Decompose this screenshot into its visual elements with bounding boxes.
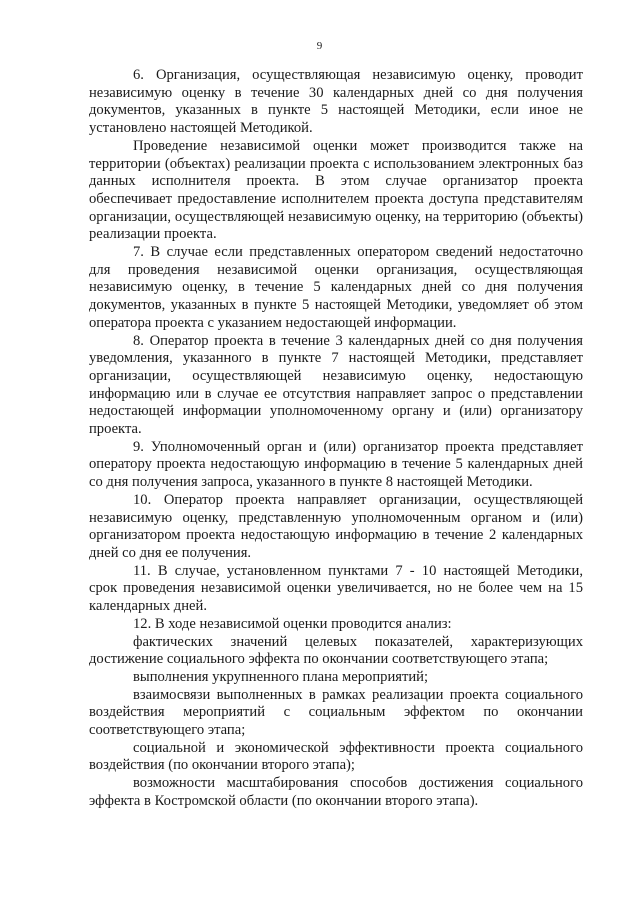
analysis-list-item: выполнения укрупненного плана мероприятий; <box>133 668 429 685</box>
analysis-list-item: возможности масштабирования способов достижения социального эффекта в Костромской области (по окончании второго этапа). <box>89 775 583 809</box>
paragraph-item-7: 7. В случае если представленных оператором сведений недостаточно для проведения независимой оценки организация, осуществляющая независимую оценку, в течение 5 календарных дней со дня получения документов, указанных в пункте 5 настоящей Методики, уведомляет об этом оператора проекта с указанием недостающей информации. <box>89 244 583 331</box>
paragraph-item-6-continuation: Проведение независимой оценки может производится также на территории (объектах) реализации проекта с использованием электронных баз данных исполнителя проекта. В этом случае организатор проекта обеспечивает предоставление исполнителем проекта доступа представителям организации, осуществляющей независимую оценку, на территорию (объекты) реализации проекта. <box>89 137 583 243</box>
paragraph-item-10: 10. Оператор проекта направляет организации, осуществляющей независимую оценку, представленную уполномоченным органом и (или) организатором проекта недостающую информацию в течение 2 календарных дней со дня ее получения. <box>89 491 583 561</box>
analysis-list-item: социальной и экономической эффективности проекта социального воздействия (по окончании второго этапа); <box>89 739 583 774</box>
paragraph-item-11: 11. В случае, установленном пунктами 7 - 10 настоящей Методики, срок проведения независимой оценки увеличивается, но не более чем на 15 календарных дней. <box>89 562 583 615</box>
document-body <box>89 67 583 811</box>
paragraph-item-12: 12. В ходе независимой оценки проводится анализ: <box>133 615 452 632</box>
paragraph-item-8: 8. Оператор проекта в течение 3 календарных дней со дня получения уведомления, указанного в пункте 7 настоящей Методики, представляет организации, осуществляющей независимую оценку, недостающую информацию или в случае ее отсутствия направляет запрос о представлении недостающей информации уполномоченному органу и (или) организатору проекта. <box>89 332 583 438</box>
paragraph-item-9: 9. Уполномоченный орган и (или) организатор проекта представляет оператору проекта недостающую информацию в течение 5 календарных дней со дня получения запроса, указанного в пункте 8 настоящей Методики. <box>89 438 583 491</box>
analysis-list-item: фактических значений целевых показателей, характеризующих достижение социального эффекта по окончании соответствующего этапа; <box>89 633 583 668</box>
paragraph-item-6: 6. Организация, осуществляющая независимую оценку, проводит независимую оценку в течение 30 календарных дней со дня получения документов, указанных в пункте 5 настоящей Методики, если иное не установлено настоящей Методикой. <box>89 67 583 137</box>
analysis-list-item: взаимосвязи выполненных в рамках реализации проекта социального воздействия мероприятий с социальным эффектом по окончании соответствующего этапа; <box>89 686 583 739</box>
page-number: 9 <box>316 40 323 52</box>
